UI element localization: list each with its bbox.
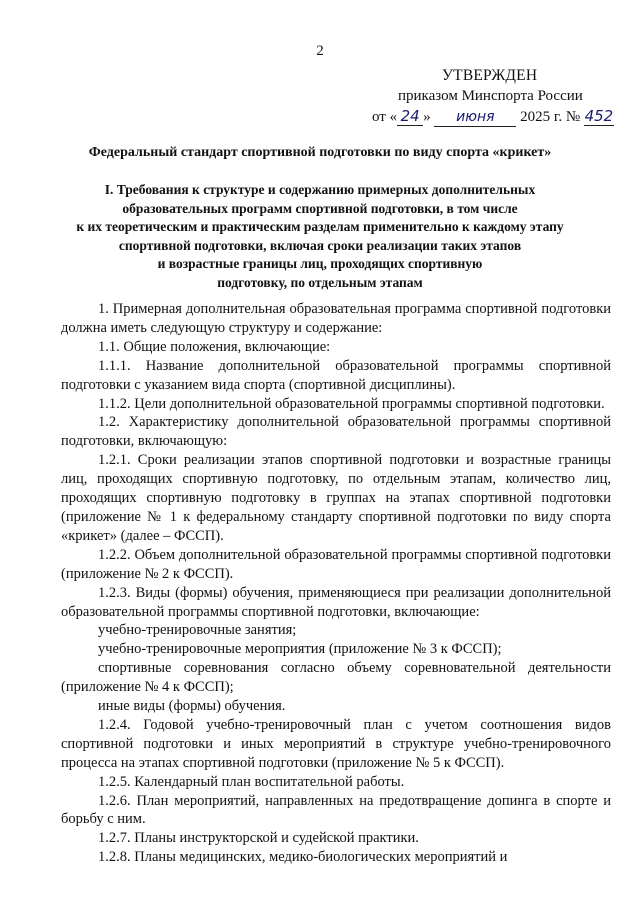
date-prefix: от « (372, 109, 398, 125)
handwritten-day: 24 (397, 108, 423, 126)
section-heading-line: I. Требования к структуре и содержанию примерных дополнительных (104, 182, 536, 197)
paragraph: 1.2.8. Планы медицинских, медико-биологических мероприятий и (98, 849, 508, 866)
date-year: 2025 г. № (520, 109, 581, 125)
document-body (61, 300, 611, 867)
page-number: 2 (316, 43, 324, 59)
paragraph: 1. Примерная дополнительная образовательная программа спортивной подготовки должна иметь следующую структуру и содержание: (61, 301, 611, 336)
paragraph: 1.2.5. Календарный план воспитательной работы. (98, 773, 405, 790)
section-heading-line: и возрастные границы лиц, проходящих спортивную (157, 256, 483, 272)
list-item: иные виды (формы) обучения. (98, 698, 286, 715)
paragraph: 1.1. Общие положения, включающие: (98, 338, 331, 355)
approval-stamp: УТВЕРЖДЕН (442, 67, 538, 84)
section-heading-line: образовательных программ спортивной подготовки, в том числе (122, 200, 518, 216)
handwritten-order-number: 452 (584, 107, 614, 125)
section-heading-line: подготовку, по отдельным этапам (217, 274, 423, 290)
list-item: спортивные соревнования согласно объему соревновательной деятельности (приложение № 4 к ФССП); (61, 660, 611, 696)
approval-order: приказом Минспорта России (398, 88, 583, 104)
paragraph: 1.2. Характеристику дополнительной образовательной программы спортивной подготовки, включающую: (61, 414, 611, 450)
handwritten-month: июня (434, 109, 516, 127)
paragraph: 1.2.6. План мероприятий, направленных на предотвращение допинга в спорте и борьбу с ним. (61, 792, 611, 828)
section-heading-line: спортивной подготовки, включая сроки реализации таких этапов (118, 237, 522, 253)
section-heading (40, 181, 600, 293)
paragraph: 1.2.1. Сроки реализации этапов спортивной подготовки и возрастные границы лиц, проходящих спортивную подготовку, по отдельным этапам, количество лиц, проходящих спортивную подготовку в группах на этапах спортивной подготовки (приложение № 1 к федеральному стандарту спортивной подготовки по виду спорта «крикет» (далее – ФССП). (61, 452, 611, 544)
paragraph: 1.2.4. Годовой учебно-тренировочный план с учетом соотношения видов спортивной подготовки и иных мероприятий в структуре учебно-тренировочного процесса на этапах спортивной подготовки (приложение № 5 к ФССП). (61, 716, 611, 771)
list-item: учебно-тренировочные занятия; (98, 622, 297, 639)
list-item: учебно-тренировочные мероприятия (приложение № 3 к ФССП); (98, 641, 502, 658)
paragraph: 1.2.3. Виды (формы) обучения, применяющиеся при реализации дополнительной образовательной программы спортивной подготовки, включающие: (61, 584, 611, 620)
approval-block (372, 65, 632, 128)
approval-date-line (372, 107, 632, 128)
document-title: Федеральный стандарт спортивной подготовки по виду спорта «крикет» (88, 145, 552, 160)
paragraph: 1.2.2. Объем дополнительной образовательной программы спортивной подготовки (приложение № 2 к ФССП). (61, 546, 611, 582)
paragraph: 1.1.2. Цели дополнительной образовательной программы спортивной подготовки. (98, 395, 605, 412)
paragraph: 1.2.7. Планы инструкторской и судейской практики. (98, 830, 419, 847)
paragraph: 1.1.1. Название дополнительной образовательной программы спортивной подготовки с указанием вида спорта (спортивной дисциплины). (61, 357, 611, 393)
section-heading-line: к их теоретическим и практическим разделам применительно к каждому этапу (76, 219, 564, 235)
date-mid: » (423, 109, 431, 125)
